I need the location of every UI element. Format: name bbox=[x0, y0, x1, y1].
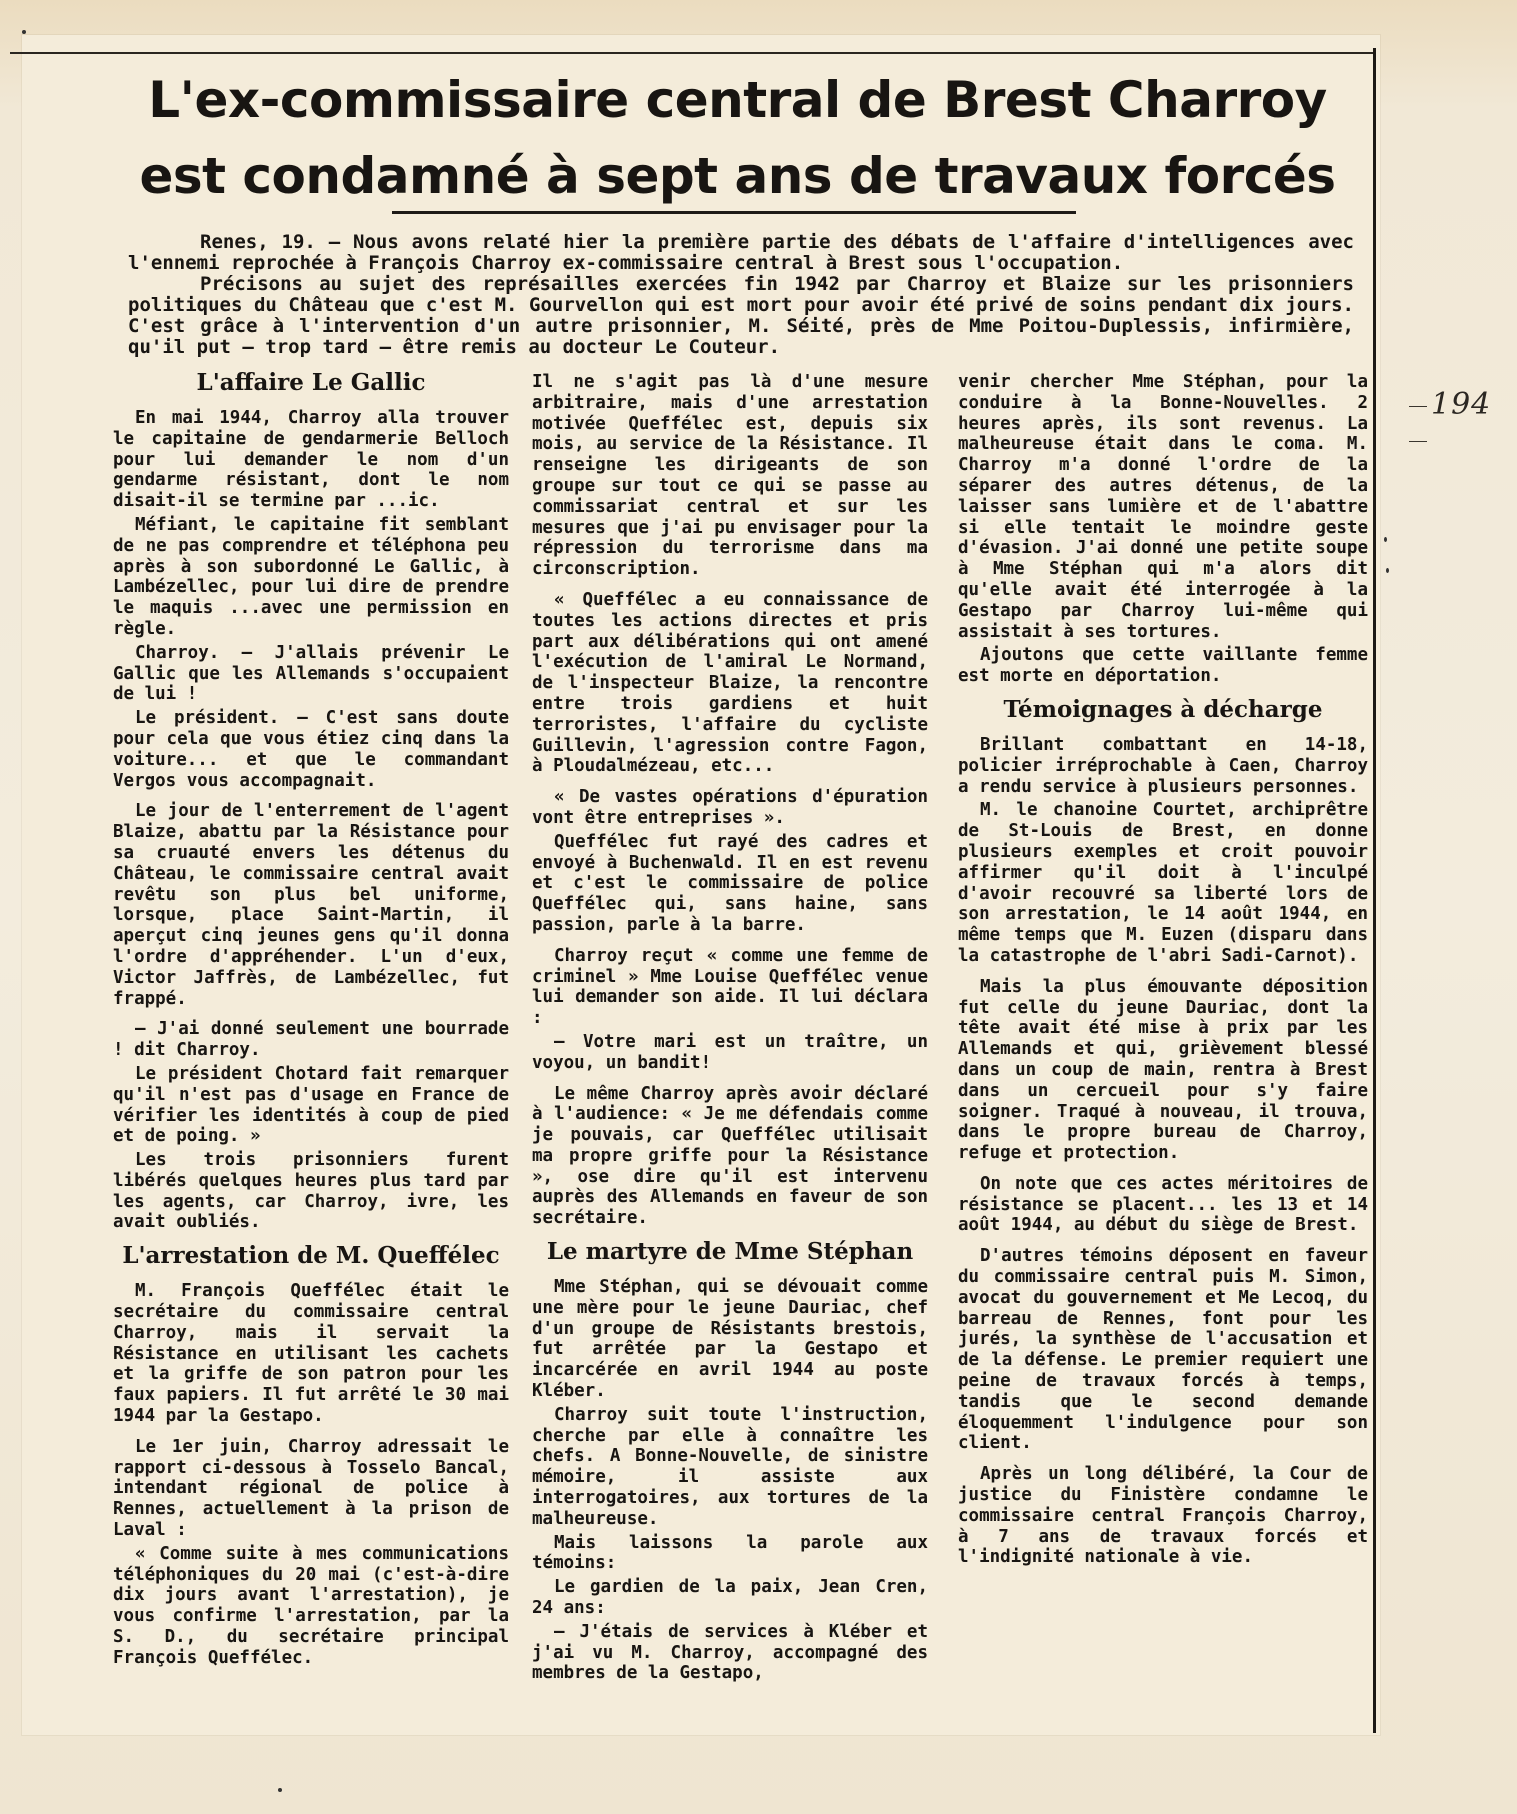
paragraph: — J'étais de services à Kléber et j'ai vu M. Charroy, accompagné des membres de la Gestapo, bbox=[532, 1621, 928, 1684]
page-folio: 194 bbox=[1405, 387, 1517, 457]
headline-line-2: est condamné à sept ans de travaux forcés bbox=[139, 147, 1336, 205]
paragraph: Le gardien de la paix, Jean Cren, 24 ans: bbox=[532, 1577, 928, 1619]
dust-mark bbox=[22, 30, 26, 34]
top-rule bbox=[10, 52, 1375, 54]
paragraph: « De vastes opérations d'épuration vont être entreprises ». bbox=[532, 787, 928, 828]
paragraph: Charroy reçut « comme une femme de criminel » Mme Louise Queffélec venue lui demander son aide. Il lui déclara : bbox=[532, 945, 928, 1029]
paragraph: Le 1er juin, Charroy adressait le rapport ci-dessous à Tosselo Bancal, intendant régional de police à Rennes, actuellement à la prison de Laval : bbox=[113, 1436, 509, 1541]
paragraph: En mai 1944, Charroy alla trouver le capitaine de gendarmerie Belloch pour lui demander le nom d'un gendarme résistant, dont le nom disait-il se termine par ...ic. bbox=[113, 408, 509, 512]
paragraph: M. le chanoine Courtet, archiprêtre de St-Louis de Brest, en donne plusieurs exemples et croit pouvoir affirmer qu'il doit à l'inculpé d'avoir recouvré sa liberté lors de son arrestation, le 14 août 1944, en même temps que M. Euzen (disparu dans la catastrophe de l'abri Sadi-Carnot). bbox=[958, 800, 1368, 966]
headline-underline bbox=[392, 211, 1076, 214]
paragraph: Charroy. — J'allais prévenir Le Gallic que les Allemands s'occupaient de lui ! bbox=[113, 642, 509, 705]
paragraph: Les trois prisonniers furent libérés quelques heures plus tard par les agents, car Charroy, ivre, les avait oubliés. bbox=[113, 1150, 509, 1233]
paragraph: venir chercher Mme Stéphan, pour la conduire à la Bonne-Nouvelles. 2 heures après, ils sont revenus. La malheureuse était dans le coma. M. Charroy m'a donné l'ordre de la séparer des autres détenus, de la laisser sans lumière et de l'abattre si elle tentait le moindre geste d'évasion. J'ai donné une petite soupe à Mme Stéphan qui m'a alors dit qu'elle avait été interrogée à la Gestapo par Charroy lui-même qui assistait à ses tortures. bbox=[958, 372, 1368, 642]
paragraph: Après un long délibéré, la Cour de justice du Finistère condamne le commissaire central François Charroy, à 7 ans de travaux forcés et l'indignité nationale à vie. bbox=[958, 1464, 1368, 1568]
paragraph: Mais laissons la parole aux témoins: bbox=[532, 1532, 928, 1574]
paragraph: Mme Stéphan, qui se dévouait comme une mère pour le jeune Dauriac, chef d'un groupe de Résistants brestois, fut arrêtée par la Gestapo et incarcérée en avril 1944 au poste Kléber. bbox=[532, 1277, 928, 1402]
subhead-arrest: L'arrestation de M. Queffélec bbox=[122, 1242, 500, 1270]
paragraph: Brillant combattant en 14-18, policier irréprochable à Caen, Charroy a rendu service à plusieurs personnes. bbox=[958, 734, 1368, 797]
paragraph: Ajoutons que cette vaillante femme est morte en déportation. bbox=[958, 645, 1368, 687]
paragraph: « Queffélec a eu connaissance de toutes les actions directes et pris part aux délibérations qui ont amené l'exécution de l'amiral Le Normand, de l'inspecteur Blaize, la rencontre entre trois gardiens et huit terroristes, l'affaire du cycliste Guillevin, l'agression contre Fagon, à Ploudalmézeau, etc... bbox=[532, 589, 928, 777]
subhead-temoignages: Témoignages à décharge bbox=[1003, 695, 1323, 723]
subhead-gallic: L'affaire Le Gallic bbox=[196, 369, 426, 396]
paragraph: Il ne s'agit pas là d'une mesure arbitraire, mais d'une arrestation motivée Queffélec est, depuis six mois, au service de la Résistance. Il renseigne les dirigeants de son groupe sur tout ce qui se passe au commissariat central et sur les mesures que j'ai pu envisager pour la répression du terrorisme dans ma circonscription. bbox=[532, 372, 928, 580]
paragraph: — J'ai donné seulement une bourrade ! dit Charroy. bbox=[113, 1019, 509, 1061]
dust-mark bbox=[1384, 537, 1387, 542]
lead-para: Précisons au sujet des représailles exercées fin 1942 par Charroy et Blaize sur les prisonniers politiques du Château que c'est M. Gourvellon qui est mort pour avoir été privé de soins pendant dix jours. C'est grâce à l'intervention d'un autre prisonnier, M. Séité, près de Mme Poitou-Duplessis, infirmière, qu'il put — trop tard — être remis au docteur Le Couteur. bbox=[128, 273, 1354, 358]
paragraph: Le jour de l'enterrement de l'agent Blaize, abattu par la Résistance pour sa cruauté envers les détenus du Château, le commissaire central avait revêtu son plus bel uniforme, lorsque, place Saint-Martin, il aperçut cinq jeunes gens qu'il donna l'ordre d'appréhender. L'un d'eux, Victor Jaffrès, de Lambézellec, fut frappé. bbox=[113, 801, 509, 1009]
paragraph: Queffélec fut rayé des cadres et envoyé à Buchenwald. Il en est revenu et c'est le commissaire de police Queffélec qui, sans haine, sans passion, parle à la barre. bbox=[532, 831, 928, 935]
subhead-martyr: Le martyre de Mme Stéphan bbox=[546, 1238, 914, 1266]
dust-mark bbox=[278, 1788, 282, 1792]
article-headline bbox=[105, 62, 1370, 214]
paragraph: M. François Queffélec était le secrétaire du commissaire central Charroy, mais il servait la Résistance en utilisant les cachets et la griffe de son patron pour les faux papiers. Il fut arrêté le 30 mai 1944 par la Gestapo. bbox=[113, 1281, 509, 1427]
column-1 bbox=[113, 369, 509, 1669]
paragraph: D'autres témoins déposent en faveur du commissaire central puis M. Simon, avocat du gouvernement et Me Lecoq, du barreau de Rennes, font pour les jurés, la synthèse de l'accusation et de la défense. Le premier requiert une peine de travaux forcés à temps, tandis que le second demande éloquemment l'indulgence pour son client. bbox=[958, 1246, 1368, 1454]
column-3 bbox=[958, 372, 1368, 1568]
paragraph: Mais la plus émouvante déposition fut celle du jeune Dauriac, dont la tête avait été mise à prix par les Allemands et qui, grièvement blessé dans un coup de main, rentra à Brest dans un cercueil pour s'y faire soigner. Traqué à nouveau, il trouva, dans le propre bureau de Charroy, refuge et protection. bbox=[958, 976, 1368, 1164]
dust-mark bbox=[1386, 568, 1389, 573]
paragraph: Le président Chotard fait remarquer qu'il n'est pas d'usage en France de vérifier les identités à coup de pied et de poing. » bbox=[113, 1063, 509, 1147]
headline-line-1: L'ex-commissaire central de Brest Charroy bbox=[148, 71, 1327, 129]
paragraph: Le président. — C'est sans doute pour cela que vous étiez cinq dans la voiture... et que le commandant Vergos vous accompagnait. bbox=[113, 708, 509, 791]
lead-para: Renes, 19. — Nous avons relaté hier la première partie des débats de l'affaire d'intelligences avec l'ennemi reprochée à François Charroy ex-commissaire central à Brest sous l'occupation. bbox=[128, 231, 1354, 274]
paragraph: Méfiant, le capitaine fit semblant de ne pas comprendre et téléphona peu après à son subordonné Le Gallic, à Lambézellec, pour lui dire de prendre le maquis ...avec une permission en règle. bbox=[113, 514, 509, 639]
column-2 bbox=[532, 372, 928, 1684]
paragraph: On note que ces actes méritoires de résistance se placent... les 13 et 14 août 1944, au début du siège de Brest. bbox=[958, 1173, 1368, 1236]
lead-paragraph bbox=[128, 232, 1354, 358]
right-column-rule bbox=[1373, 48, 1376, 1733]
paragraph: — Votre mari est un traître, un voyou, un bandit! bbox=[532, 1031, 928, 1073]
paragraph: « Comme suite à mes communications téléphoniques du 20 mai (c'est-à-dire dix jours avant l'arrestation), je vous confirme l'arrestation, par la S. D., du secrétaire principal François Queffélec. bbox=[113, 1543, 509, 1668]
paragraph: Le même Charroy après avoir déclaré à l'audience: « Je me défendais comme je pouvais, car Queffélec utilisait ma propre griffe pour la Résistance », ose dire qu'il est intervenu auprès des Allemands en faveur de son secrétaire. bbox=[532, 1083, 928, 1229]
paragraph: Charroy suit toute l'instruction, cherche par elle à connaître les chefs. A Bonne-Nouvelle, de sinistre mémoire, il assiste aux interrogatoires, aux tortures de la malheureuse. bbox=[532, 1404, 928, 1529]
